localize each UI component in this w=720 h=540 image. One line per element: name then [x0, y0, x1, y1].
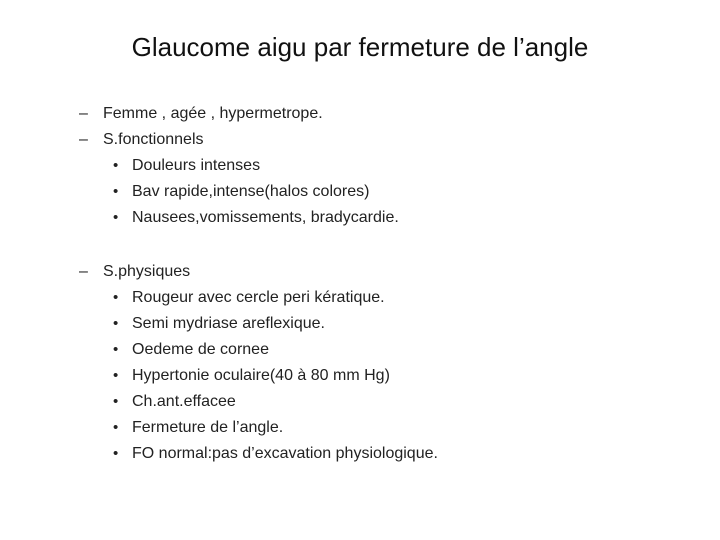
list-item-text: S.physiques [103, 263, 191, 280]
bullet-marker: • [113, 315, 119, 332]
sub-list-item-text: Bav rapide,intense(halos colores) [132, 183, 370, 200]
dash-marker: – [79, 263, 88, 280]
bullet-marker: • [113, 341, 119, 358]
bullet-marker: • [113, 445, 119, 462]
bullet-marker: • [113, 393, 119, 410]
sub-list-item-text: Douleurs intenses [132, 157, 261, 174]
sub-list-item-text: Semi mydriase areflexique. [132, 315, 325, 332]
bullet-marker: • [113, 209, 119, 226]
sub-list-item-text: Hypertonie oculaire(40 à 80 mm Hg) [132, 367, 390, 384]
bullet-marker: • [113, 183, 119, 200]
sub-list-item-text: FO normal:pas d’excavation physiologique. [132, 445, 438, 462]
bullet-marker: • [113, 289, 119, 306]
sub-list-item-text: Ch.ant.effacee [132, 393, 236, 410]
sub-list-item-text: Nausees,vomissements, bradycardie. [132, 209, 399, 226]
bullet-marker: • [113, 419, 119, 436]
slide-title: Glaucome aigu par fermeture de l’angle [131, 32, 589, 62]
bullet-marker: • [113, 367, 119, 384]
dash-marker: – [79, 131, 88, 148]
list-item-text: S.fonctionnels [103, 131, 204, 148]
sub-list-item-text: Rougeur avec cercle peri kératique. [132, 289, 385, 306]
sub-list-item-text: Oedeme de cornee [132, 341, 269, 358]
bullet-marker: • [113, 157, 119, 174]
dash-marker: – [79, 105, 88, 122]
list-item-text: Femme , agée , hypermetrope. [103, 105, 323, 122]
sub-list-item-text: Fermeture de l’angle. [132, 419, 284, 436]
